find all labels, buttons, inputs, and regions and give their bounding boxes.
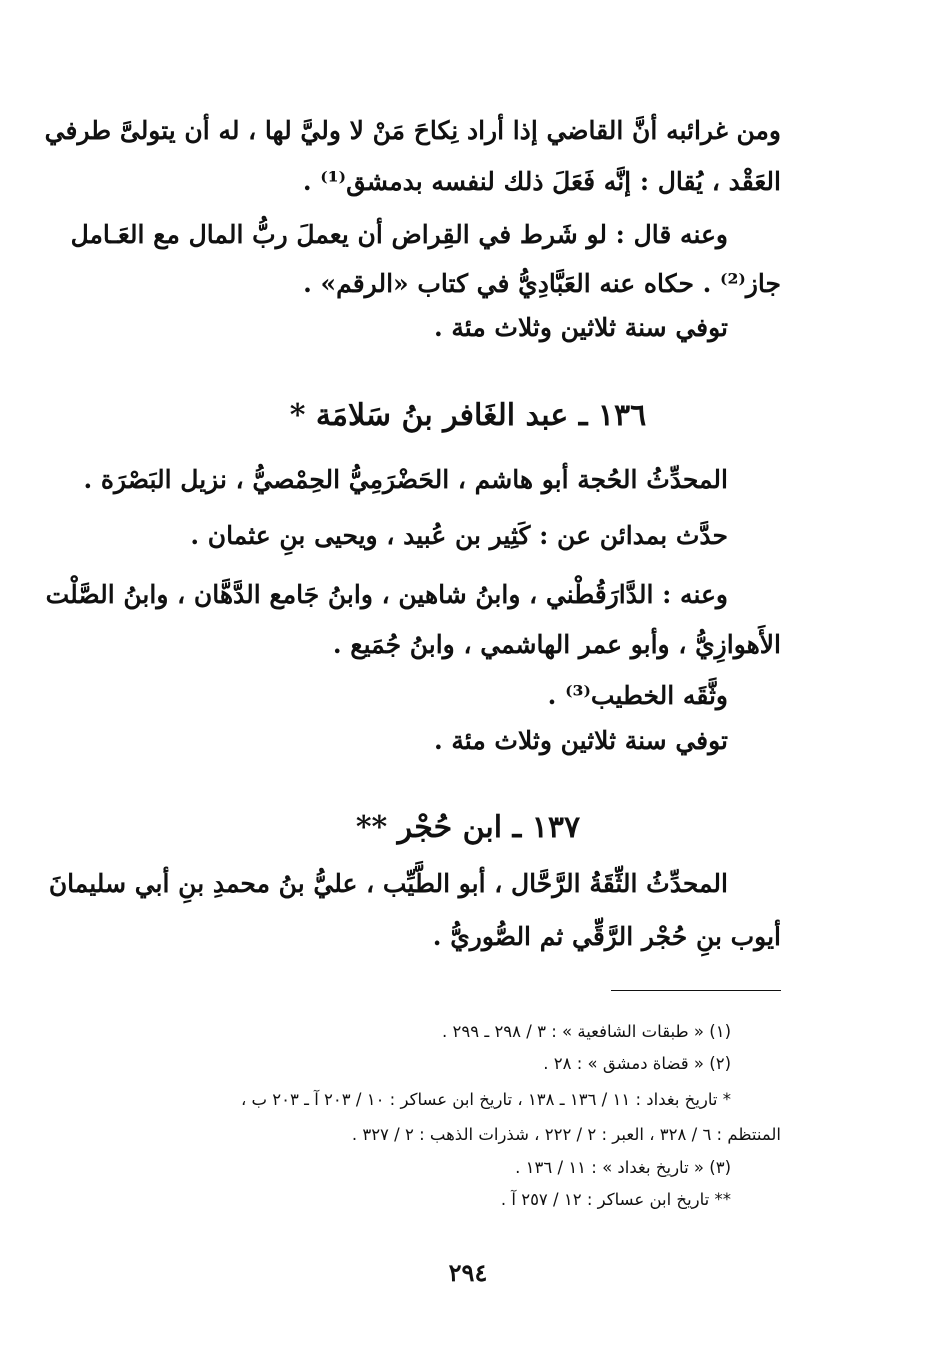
text-line: المحدِّثُ الثِّقَةُ الرَّحَّال ، أبو الطَّيِّب ، عليُّ بنُ محمدِ بنِ أبي سليمانَ: [48, 869, 728, 898]
text-line: توفي سنة ثلاثين وثلاث مئة .: [433, 313, 728, 342]
footnote: المنتظم : ٦ / ٣٢٨ ، العبر : ٢ / ٢٢٢ ، شذرات الذهب : ٢ / ٣٢٧ .: [351, 1125, 781, 1144]
text-line: المحدِّثُ الحُجة أبو هاشم ، الحَضْرَمِيُّ الحِمْصيُّ ، نزيل البَصْرَة .: [83, 465, 728, 494]
text-line: العَقْد ، يُقال : إنَّه فَعَلَ ذلك لنفسه بدمشق⁽¹⁾ .: [302, 167, 781, 196]
text-line: أيوب بنِ حُجْر الرَّقِّي ثم الصُّوريُّ .: [432, 922, 781, 951]
text-line: وثَّقَه الخطيب⁽³⁾ .: [547, 681, 728, 710]
page-number: ٢٩٤: [448, 1258, 488, 1287]
text-line: توفي سنة ثلاثين وثلاث مئة .: [433, 726, 728, 755]
text-line: الأَهوازِيُّ ، وأبو عمر الهاشمي ، وابنُ جُمَيع .: [332, 630, 781, 659]
footnote: * تاريخ بغداد : ١١ / ١٣٦ ـ ١٣٨ ، تاريخ ابن عساكر : ١٠ / ٢٠٣ آ ـ ٢٠٣ ب ،: [240, 1090, 731, 1109]
text-line: جاز⁽²⁾ . حكاه عنه العَبَّادِيُّ في كتاب «الرقم» .: [303, 269, 781, 298]
text-line: وعنه قال : لو شَرط في القِراض أن يعملَ ربُّ المال مع العَـامل: [70, 220, 728, 249]
footnote: (٢) « قضاة دمشق » : ٢٨ .: [543, 1054, 731, 1073]
entry-heading: ١٣٧ ـ ابن حُجْر **: [355, 810, 581, 845]
footnote-separator: [611, 990, 781, 991]
text-line: حدَّث بمدائن عن : كَثِير بن عُبيد ، ويحيى بنِ عثمان .: [190, 521, 728, 550]
text-line: وعنه : الدَّارَقُطْني ، وابنُ شاهين ، وابنُ جَامع الدَّهَّان ، وابنُ الصَّلْت: [45, 580, 728, 609]
footnote: ** تاريخ ابن عساكر : ١٢ / ٢٥٧ آ .: [500, 1190, 731, 1209]
footnote: (٣) « تاريخ بغداد » : ١١ / ١٣٦ .: [515, 1158, 731, 1177]
entry-heading: ١٣٦ ـ عبد الغَافر بنُ سَلامَة *: [289, 398, 647, 433]
footnote: (١) « طبقات الشافعية » : ٣ / ٢٩٨ ـ ٢٩٩ .: [442, 1022, 731, 1041]
text-line: ومن غرائبه أنَّ القاضي إذا أراد نِكاحَ مَنْ لا وليَّ لها ، له أن يتولىَّ طرفي: [44, 116, 781, 145]
